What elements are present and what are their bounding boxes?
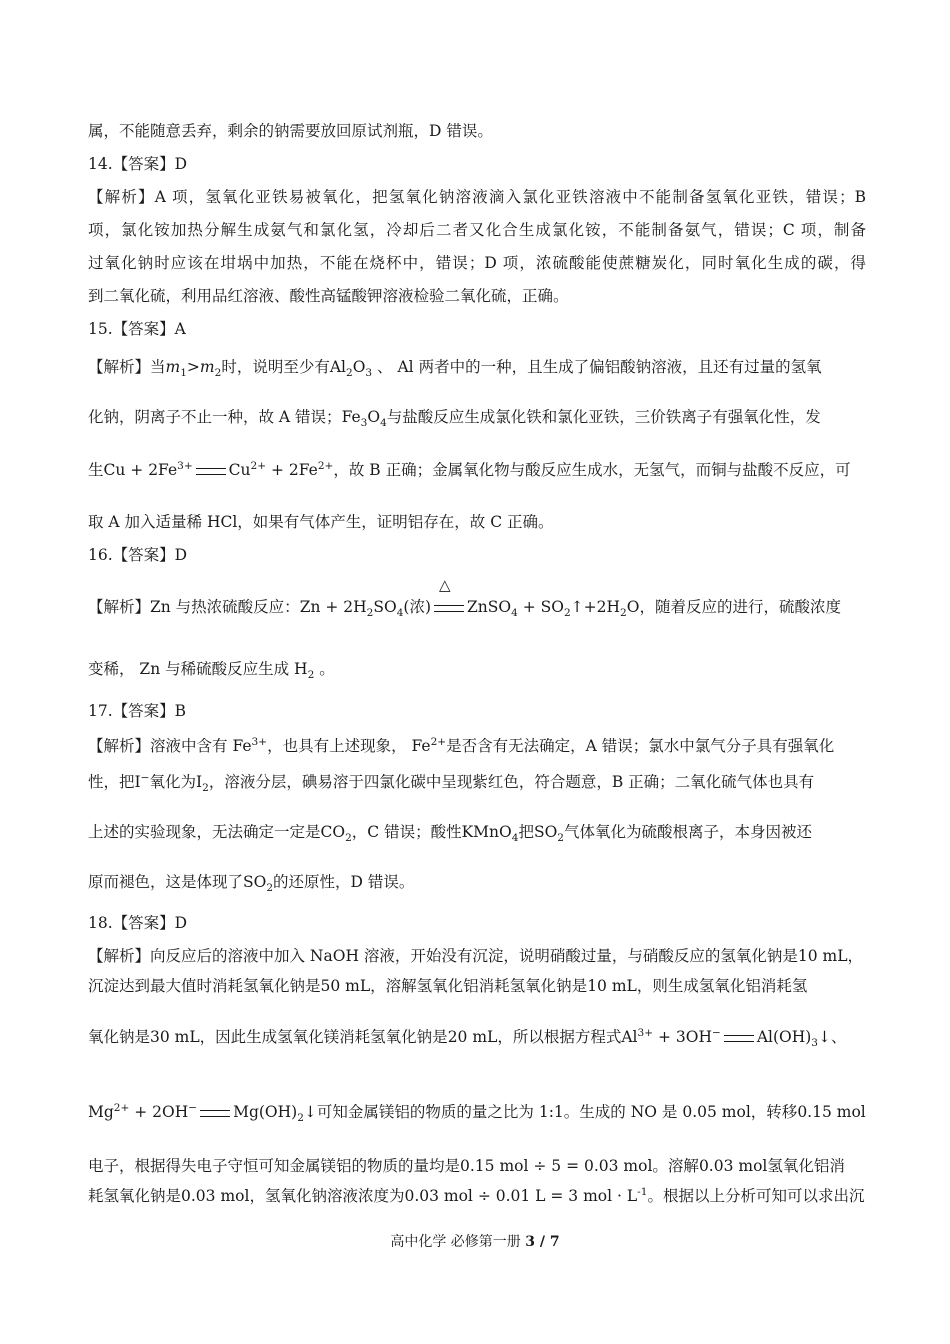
analysis-14-line-1: 【解析】A 项，氢氧化亚铁易被氧化，把氢氧化钠溶液滴入氯化亚铁溶液中不能制备氢氧化亚铁，错误；B [88, 188, 866, 206]
analysis-16-line-2: 变稀， Zn 与稀硫酸反应生成 $H_2$ 。 [88, 660, 335, 682]
analysis-18-line-2: 沉淀达到最大值时消耗氢氧化钠是50 mL，溶解氢氧化铝消耗氢氧化钠是10 mL，则生成氢氧化铝消耗氢 [88, 977, 808, 995]
analysis-18-line-4: $Mg^{2+} + 2OH^-$ $Mg(OH)_2↓$可知金属镁铝的物质的量之比为 1:1。生成的 NO 是 0.05 mol，转移0.15 mol [88, 1101, 866, 1125]
analysis-14-line-4: 到二氧化硫，利用品红溶液、酸性高锰酸钾溶液检验二氧化硫，正确。 [88, 287, 569, 305]
analysis-16-line-1: 【解析】Zn 与热浓硫酸反应：$Zn + 2H_2SO_4$(浓) △ ZnSO$_4$ + $SO_2↑+2H_2O$，随着反应的进行，硫酸浓度 [88, 576, 841, 620]
analysis-18-line-3: 氧化钠是30 mL，因此生成氢氧化镁消耗氢氧化钠是20 mL，所以根据方程式$Al^{3+} + 3OH^-$ $Al(OH)_3↓$、 [88, 1026, 847, 1050]
analysis-17-line-3: 上述的实验现象，无法确定一定是$CO_2$，C 错误；酸性KMnO$_4$把$SO_2$气体氧化为硫酸根离子，本身因被还 [88, 823, 812, 845]
analysis-14-line-2: 项，氯化铵加热分解生成氨气和氯化氢，冷却后二者又化合生成氯化铵，不能制备氨气，错误；C 项，制备 [88, 221, 866, 239]
answer-17: 17.【答案】B [88, 702, 187, 720]
heat-triangle-icon: △ [439, 576, 451, 594]
analysis-15-line-3: 生$Cu + 2Fe^{3+}$ $Cu^{2+} + 2Fe^{2+}$，故 B 正确；金属氧化物与酸反应生成水，无氢气，而铜与盐酸不反应，可 [88, 459, 851, 479]
answer-18: 18.【答案】D [88, 914, 188, 932]
analysis-15-line-1: 【解析】当$m_1>m_2$时，说明至少有$Al_2O_3$ 、 Al 两者中的一种，且生成了偏铝酸钠溶液，且还有过量的氢氧 [88, 358, 822, 380]
answer-16: 16.【答案】D [88, 546, 188, 564]
analysis-18-line-5: 电子，根据得失电子守恒可知金属镁铝的物质的量均是0.15 mol ÷ 5 = 0.03 mol。溶解0.03 mol氢氧化铝消 [88, 1157, 845, 1175]
analysis-18-line-1: 【解析】向反应后的溶液中加入 NaOH 溶液，开始没有沉淀，说明硝酸过量，与硝酸反应的氢氧化钠是10 mL， [88, 947, 864, 965]
page-footer: 高中化学 必修第一册 3 / 7 [390, 1234, 560, 1250]
analysis-18-line-6: 耗氢氧化钠是0.03 mol，氢氧化钠溶液浓度为0.03 mol ÷ 0.01 L = 3 mol · $L^{-1}$。根据以上分析可知可以求出沉 [88, 1185, 865, 1205]
analysis-14-line-3: 过氧化钠时应该在坩埚中加热，不能在烧杯中，错误；D 项，浓硫酸能使蔗糖炭化，同时氧化生成的碳，得 [88, 254, 866, 272]
analysis-17-line-1: 【解析】溶液中含有 $Fe^{3+}$，也具有上述现象， $Fe^{2+}$是否含有无法确定，A 错误；氯水中氯气分子具有强氧化 [88, 735, 835, 755]
analysis-17-line-2: 性，把I−氧化为$I_2$，溶液分层，碘易溶于四氯化碳中呈现紫红色，符合题意，B 正确；二氧化硫气体也具有 [88, 771, 815, 795]
answer-15: 15.【答案】A [88, 320, 186, 338]
text-line: 属，不能随意丢弃，剩余的钠需要放回原试剂瓶，D 错误。 [88, 122, 493, 140]
answer-14: 14.【答案】D [88, 155, 188, 173]
analysis-15-line-2: 化钠，阴离子不止一种，故 A 错误；$Fe_3O_4$与盐酸反应生成氯化铁和氯化亚铁，三价铁离子有强氧化性，发 [88, 408, 821, 430]
analysis-15-line-4: 取 A 加入适量稀 HCl，如果有气体产生，证明铝存在，故 C 正确。 [88, 513, 554, 531]
analysis-17-line-4: 原而褪色，这是体现了$SO_2$的还原性，D 错误。 [88, 873, 415, 895]
